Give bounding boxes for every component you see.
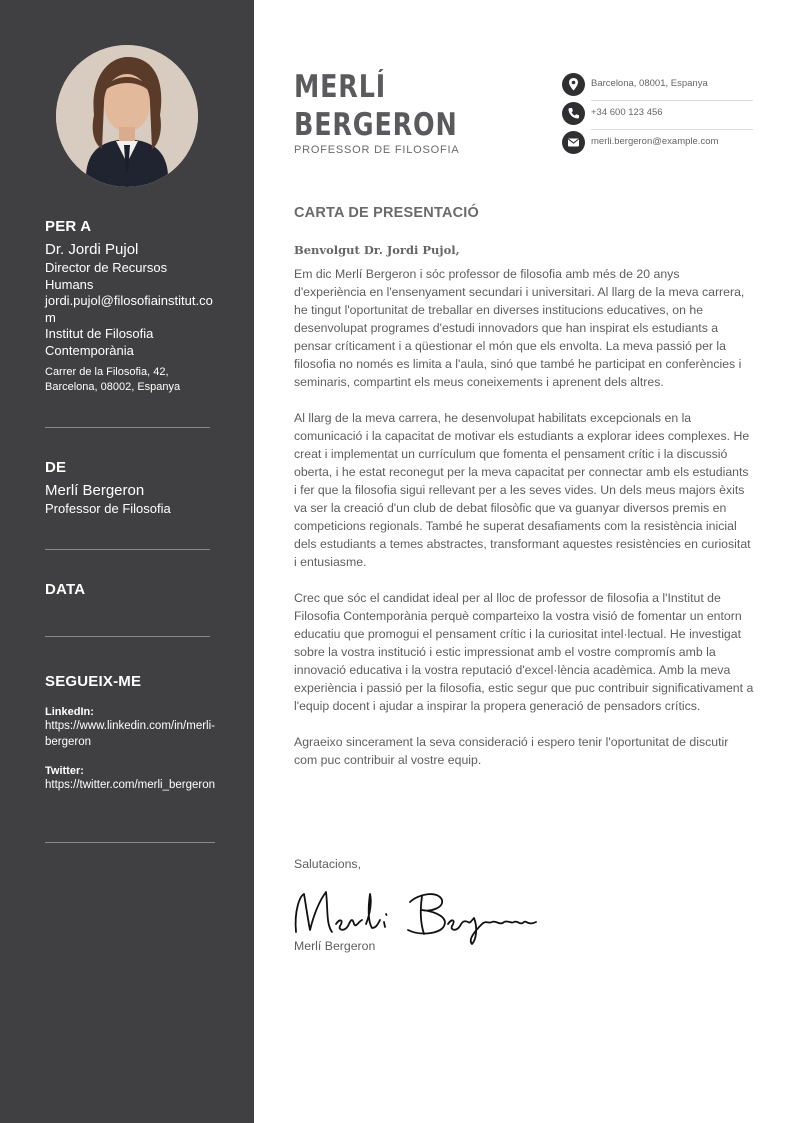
twitter-label: Twitter: [45, 765, 84, 777]
last-name: BERGERON [294, 107, 458, 143]
phone-icon [562, 102, 585, 125]
letter-title: CARTA DE PRESENTACIÓ [294, 205, 479, 221]
letter-body [294, 265, 754, 787]
letter-paragraph: Em dic Merlí Bergeron i sóc professor de filosofia amb més de 20 anys d'experiència en l'ensenyament secundari i universitari. Al llarg de la meva carrera, he tingut l'oportunitat de treballar en diverses institucions educatives, on he desenvolupat programes d'estudi innovadors que han inspirat els estudiants a pensar críticament i a qüestionar el món que els envolta. La meva passió per la filosofia no només es limita a l'aula, sinó que també he participat en conferències i seminaris, compartint els meus coneixements i aprenent dels altres. [294, 267, 745, 389]
recipient-name: Dr. Jordi Pujol [45, 241, 139, 258]
sender-heading: DE [45, 459, 67, 476]
recipient-section [45, 218, 215, 395]
follow-section [45, 673, 215, 793]
recipient-address: Carrer de la Filosofia, 42, Barcelona, 08002, Espanya [45, 366, 181, 393]
profile-photo [56, 45, 198, 187]
letter-greeting: Benvolgut Dr. Jordi Pujol, [294, 243, 460, 257]
letter-paragraph: Agraeixo sincerament la seva consideració i espero tenir l'oportunitat de discutir com puc contribuir al vostre equip. [294, 735, 729, 767]
applicant-role: PROFESSOR DE FILOSOFIA [294, 144, 460, 156]
contact-location-text: Barcelona, 08001, Espanya [591, 78, 708, 89]
linkedin-link[interactable]: https://www.linkedin.com/in/merli-bergeron [45, 720, 215, 748]
date-section [45, 581, 215, 604]
letter-paragraph: Al llarg de la meva carrera, he desenvolupat habilitats excepcionals en la comunicació i la capacitat de motivar els estudiants a explorar idees complexes. He creat i implementat un currículum que fomenta el pensament crític i la discussió oberta, i he estat reconegut per la meva capacitat per connectar amb els estudiants i fer que la filosofia sigui rellevant per a les seves vides. Un dels meus majors èxits va ser la creació d'un club de debat filosòfic que va guanyar diversos premis en competicions regionals. També he superat desafiaments com la resistència inicial dels estudiants a temes abstractes, transformant aquestes resistències en curiositat i entusiasme. [294, 411, 751, 569]
sender-name: Merlí Bergeron [45, 482, 145, 499]
location-pin-icon [562, 73, 585, 96]
email-icon [562, 131, 585, 154]
sidebar-divider [45, 427, 210, 428]
handwritten-signature [292, 880, 542, 946]
sender-section [45, 459, 215, 518]
contact-phone [562, 101, 753, 129]
recipient-institution: Institut de Filosofia Contemporània [45, 326, 154, 358]
contact-location [562, 72, 753, 100]
letter-closing: Salutacions, [294, 857, 361, 871]
sidebar [0, 0, 254, 1123]
sidebar-divider [45, 636, 210, 637]
contact-email [562, 130, 753, 158]
portrait-image [56, 45, 198, 187]
contact-email-text[interactable]: merli.bergeron@example.com [591, 136, 719, 147]
contact-phone-text[interactable]: +34 600 123 456 [591, 107, 663, 118]
first-name: MERLÍ [294, 69, 386, 105]
linkedin-label: LinkedIn: [45, 706, 94, 718]
sidebar-divider [45, 549, 210, 550]
letter-paragraph: Crec que sóc el candidat ideal per al lloc de professor de filosofia a l'Institut de Filosofia Contemporània perquè comparteixo la vostra visió de fomentar un entorn educatiu que promogui el pensament crític i la curiositat intel·lectual. He investigat sobre la vostra institució i estic impressionat amb el vostre compromís amb la innovació educativa i la vostra reputació d'excel·lència acadèmica. Amb la meva experiència i passió per la filosofia, estic segur que puc contribuir significativament a l'equip docent i ajudar a inspirar la propera generació de pensadors crítics. [294, 591, 754, 713]
recipient-email[interactable]: jordi.pujol@filosofiainstitut.com [45, 293, 213, 325]
recipient-heading: PER A [45, 218, 92, 235]
sender-position: Professor de Filosofia [45, 501, 171, 516]
twitter-link[interactable]: https://twitter.com/merli_bergeron [45, 779, 216, 791]
signed-name: Merlí Bergeron [294, 939, 376, 953]
recipient-position: Director de Recursos Humans [45, 260, 168, 292]
applicant-name [294, 68, 458, 144]
date-heading: DATA [45, 581, 86, 598]
sidebar-divider [45, 842, 215, 843]
follow-heading: SEGUEIX-ME [45, 673, 142, 690]
